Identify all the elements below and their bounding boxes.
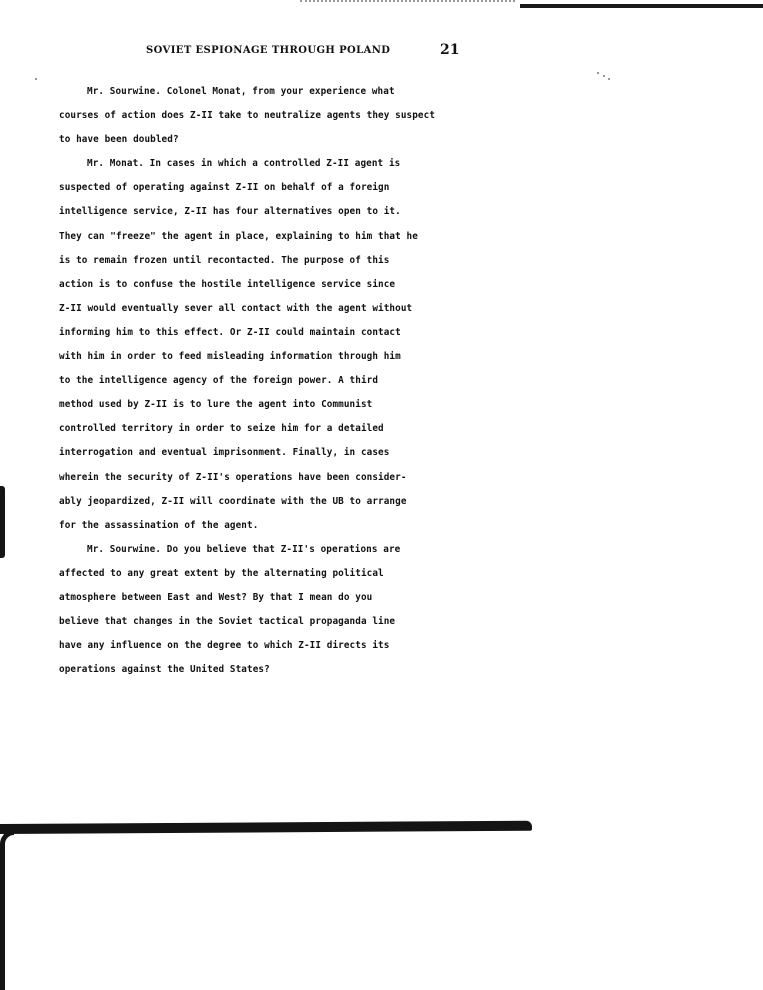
- text-line: suspected of operating against Z-II on behalf of a foreign: [59, 182, 390, 194]
- text-line: with him in order to feed misleading information through him: [59, 351, 401, 363]
- text-line: interrogation and eventual imprisonment. Finally, in cases: [59, 447, 390, 459]
- text-line: courses of action does Z-II take to neutralize agents they suspect: [59, 110, 436, 122]
- scan-edge-curl: [0, 830, 14, 990]
- text-line: affected to any great extent by the alternating political: [59, 567, 384, 579]
- paragraph-sourwine-question-1: [59, 80, 499, 152]
- text-line: to the intelligence agency of the foreign power. A third: [59, 375, 379, 387]
- text-line: action is to confuse the hostile intelligence service since: [59, 278, 396, 290]
- text-line: to have been doubled?: [59, 134, 179, 146]
- paragraph-monat-answer: [59, 152, 499, 538]
- transcript-body: [59, 80, 499, 682]
- scan-edge-dots: [300, 0, 515, 5]
- text-line: ably jeopardized, Z-II will coordinate with the UB to arrange: [59, 495, 407, 507]
- text-line: have any influence on the degree to which Z-II directs its: [59, 640, 390, 652]
- scan-edge-bottom: [0, 821, 532, 834]
- scan-edge-top: [520, 4, 763, 8]
- text-line: Mr. Sourwine. Do you believe that Z-II's operations are: [87, 543, 401, 555]
- text-line: informing him to this effect. Or Z-II could maintain contact: [59, 326, 401, 338]
- scan-speck: [597, 72, 599, 74]
- scan-edge-left: [0, 486, 5, 558]
- paragraph-sourwine-question-2: [59, 538, 499, 683]
- page-number: 21: [440, 42, 460, 58]
- text-line: operations against the United States?: [59, 664, 270, 676]
- text-line: controlled territory in order to seize him for a detailed: [59, 423, 384, 435]
- text-line: wherein the security of Z-II's operations have been consider-: [59, 471, 407, 483]
- text-line: for the assassination of the agent.: [59, 519, 259, 531]
- text-line: Mr. Monat. In cases in which a controlled Z-II agent is: [87, 158, 401, 170]
- scan-speck: [35, 78, 37, 80]
- text-line: believe that changes in the Soviet tactical propaganda line: [59, 616, 396, 628]
- page-header: [146, 43, 466, 63]
- text-line: method used by Z-II is to lure the agent into Communist: [59, 399, 373, 411]
- text-line: Z-II would eventually sever all contact with the agent without: [59, 302, 413, 314]
- text-line: They can "freeze" the agent in place, explaining to him that he: [59, 230, 418, 242]
- text-line: is to remain frozen until recontacted. The purpose of this: [59, 254, 390, 266]
- scan-speck: [608, 78, 610, 80]
- text-line: atmosphere between East and West? By that I mean do you: [59, 591, 373, 603]
- text-line: Mr. Sourwine. Colonel Monat, from your experience what: [87, 86, 395, 97]
- scan-speck: [603, 75, 605, 77]
- text-line: intelligence service, Z-II has four alternatives open to it.: [59, 206, 401, 218]
- running-head: SOVIET ESPIONAGE THROUGH POLAND: [146, 45, 391, 56]
